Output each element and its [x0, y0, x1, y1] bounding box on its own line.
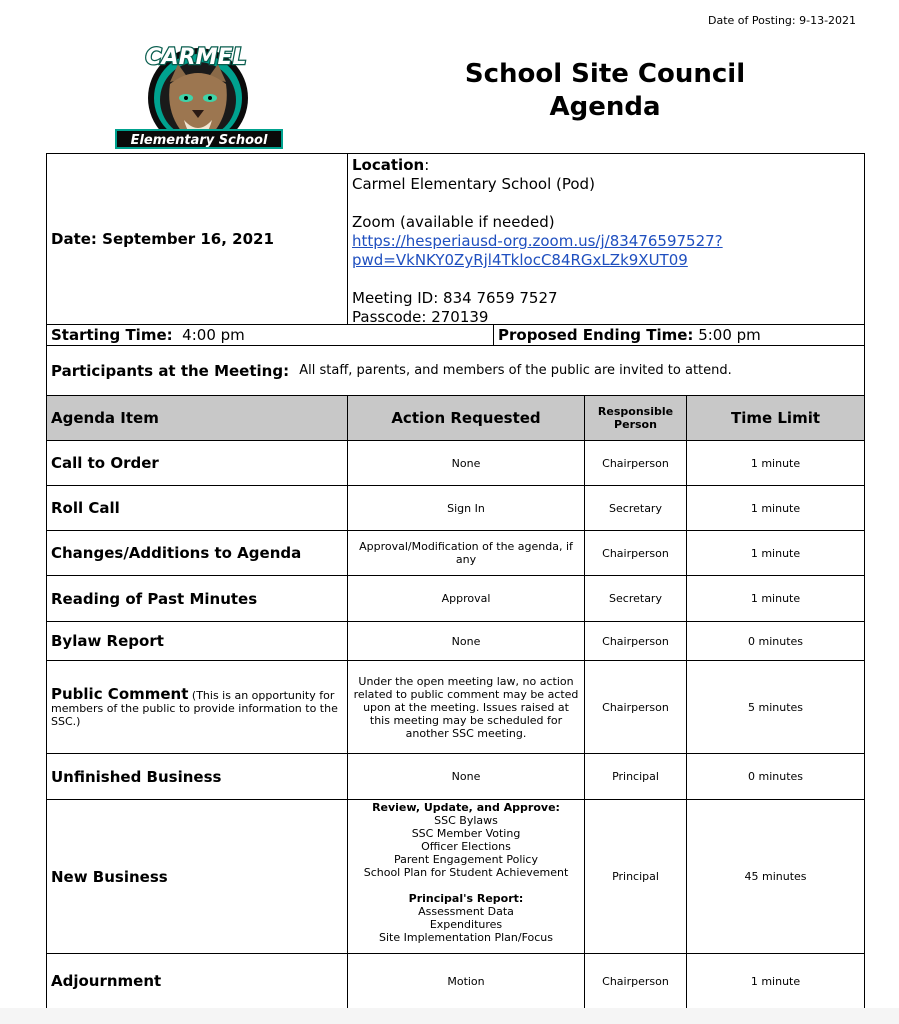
- agenda-item-cell: [46, 440, 348, 486]
- time-limit: 1 minute: [750, 974, 801, 988]
- time-limit: 1 minute: [750, 546, 801, 560]
- responsible-person: Chairperson: [602, 546, 669, 560]
- action-line: School Plan for Student Achievement: [363, 866, 569, 879]
- time-limit-cell: [686, 440, 865, 486]
- agenda-item-label: Call to Order: [51, 454, 159, 472]
- posting-date: Date of Posting: 9-13-2021: [708, 14, 857, 27]
- logo-top-text: CARMEL: [145, 45, 247, 70]
- action-cell: [347, 799, 585, 954]
- action-group-heading: Principal's Report:: [408, 892, 524, 905]
- ending-time: 5:00 pm: [698, 326, 761, 344]
- action-group-heading: Review, Update, and Approve:: [372, 801, 560, 814]
- action-text: None: [451, 634, 481, 648]
- time-limit-cell: [686, 953, 865, 1009]
- action-line: Parent Engagement Policy: [393, 853, 538, 866]
- time-limit: 5 minutes: [747, 700, 804, 714]
- responsible-person: Principal: [612, 870, 659, 883]
- responsible-person: Chairperson: [602, 974, 669, 988]
- location-cell: Location: Carmel Elementary School (Pod) Zoom (available if needed) https://hesperiausd-org.zoom.us/j/83476597527? pwd=VkNKY0ZyRjl4TklocC84RGxLZk9XUT09 Meeting ID: 834 7659 7527 Passcode: 270139: [347, 153, 865, 325]
- meeting-date-cell: [46, 153, 348, 325]
- time-limit: 0 minutes: [747, 634, 804, 648]
- responsible-person-cell: [584, 753, 687, 800]
- responsible-person-cell: [584, 485, 687, 531]
- starting-time: 4:00 pm: [182, 326, 245, 344]
- responsible-person: Principal: [612, 770, 659, 783]
- ending-time-label: Proposed Ending Time:: [498, 326, 694, 344]
- starting-time-cell: [46, 324, 494, 346]
- responsible-person: Chairperson: [602, 634, 669, 648]
- responsible-person: Chairperson: [602, 700, 669, 714]
- time-limit-cell: [686, 575, 865, 622]
- agenda-item-cell: [46, 660, 348, 754]
- time-limit-cell: [686, 753, 865, 800]
- action-line: SSC Bylaws: [434, 814, 498, 827]
- action-line: SSC Member Voting: [411, 827, 521, 840]
- zoom-link[interactable]: https://hesperiausd-org.zoom.us/j/83476597527?: [352, 232, 723, 250]
- responsible-person-cell: [584, 953, 687, 1009]
- agenda-item-cell: [46, 575, 348, 622]
- location-place: Carmel Elementary School (Pod): [352, 175, 595, 193]
- participants-text: All staff, parents, and members of the public are invited to attend.: [299, 363, 732, 378]
- action-line: Assessment Data: [418, 905, 514, 918]
- responsible-person-cell: [584, 799, 687, 954]
- agenda-item-label: Public Comment: [51, 685, 189, 703]
- page-title: School Site Council Agenda: [464, 59, 746, 122]
- participants-cell: [46, 345, 865, 396]
- action-text: None: [451, 456, 481, 470]
- logo-bottom-text: Elementary School: [130, 133, 268, 148]
- agenda-item-cell: [46, 485, 348, 531]
- action-text: Motion: [447, 974, 485, 988]
- action-cell: [347, 660, 585, 754]
- agenda-item-cell: [46, 799, 348, 954]
- responsible-person: Secretary: [609, 592, 662, 605]
- agenda-item-note: (This is an opportunity for members of the public to provide information to the SSC.): [51, 689, 338, 728]
- header-action: Action Requested: [347, 395, 585, 441]
- responsible-person-cell: [584, 530, 687, 576]
- time-limit: 0 minutes: [747, 770, 804, 783]
- agenda-item-label: Changes/Additions to Agenda: [51, 544, 302, 562]
- agenda-item-cell: [46, 753, 348, 800]
- participants-label: Participants at the Meeting:: [51, 361, 290, 380]
- action-text: None: [451, 770, 481, 783]
- responsible-person: Chairperson: [602, 456, 669, 470]
- agenda-item-cell: [46, 621, 348, 661]
- time-limit-cell: [686, 799, 865, 954]
- action-cell: [347, 530, 585, 576]
- agenda-document: [46, 153, 865, 1010]
- agenda-item-label: Unfinished Business: [51, 767, 222, 786]
- time-limit-cell: [686, 485, 865, 531]
- responsible-person-cell: [584, 575, 687, 622]
- agenda-item-label: Roll Call: [51, 499, 120, 517]
- zoom-label: Zoom (available if needed): [352, 213, 555, 231]
- responsible-person-cell: [584, 660, 687, 754]
- responsible-person-cell: [584, 440, 687, 486]
- time-limit-cell: [686, 530, 865, 576]
- header-person: Responsible Person: [584, 395, 687, 441]
- agenda-item-label: New Business: [51, 867, 168, 886]
- time-limit: 1 minute: [750, 501, 801, 515]
- time-limit-cell: [686, 660, 865, 754]
- zoom-link-cont[interactable]: pwd=VkNKY0ZyRjl4TklocC84RGxLZk9XUT09: [352, 251, 688, 269]
- agenda-item-cell: [46, 953, 348, 1009]
- header-time: Time Limit: [686, 395, 865, 441]
- agenda-item-label: Reading of Past Minutes: [51, 589, 258, 608]
- header-agenda-item: Agenda Item: [46, 395, 348, 441]
- action-line: Site Implementation Plan/Focus: [379, 931, 553, 944]
- passcode: Passcode: 270139: [352, 308, 489, 325]
- agenda-item-label: Adjournment: [51, 972, 162, 990]
- action-cell: [347, 953, 585, 1009]
- location-label: Location: [352, 156, 425, 174]
- meeting-id: Meeting ID: 834 7659 7527: [352, 289, 558, 307]
- starting-time-label: Starting Time:: [51, 326, 173, 344]
- agenda-item-cell: [46, 530, 348, 576]
- action-text: Sign In: [447, 501, 485, 515]
- action-cell: [347, 485, 585, 531]
- action-line: Expenditures: [429, 918, 503, 931]
- time-limit: 1 minute: [750, 456, 801, 470]
- responsible-person-cell: [584, 621, 687, 661]
- action-line: Officer Elections: [421, 840, 511, 853]
- action-cell: [347, 575, 585, 622]
- page-bottom-edge: [0, 1008, 899, 1024]
- ending-time-cell: [493, 324, 865, 346]
- time-limit: 45 minutes: [744, 870, 807, 883]
- responsible-person: Secretary: [609, 501, 662, 515]
- meeting-date: Date: September 16, 2021: [51, 230, 274, 248]
- action-text: Under the open meeting law, no action related to public comment may be acted upon at the meeting. Issues raised at this meeting may be scheduled for another SSC meeting.: [353, 674, 579, 740]
- action-cell: [347, 440, 585, 486]
- school-logo: [112, 36, 290, 152]
- time-limit-cell: [686, 621, 865, 661]
- action-cell: [347, 621, 585, 661]
- action-cell: [347, 753, 585, 800]
- time-limit: 1 minute: [750, 592, 801, 605]
- action-text: Approval: [441, 592, 491, 605]
- action-text: Approval/Modification of the agenda, if any: [359, 540, 573, 566]
- agenda-item-label: Bylaw Report: [51, 632, 164, 650]
